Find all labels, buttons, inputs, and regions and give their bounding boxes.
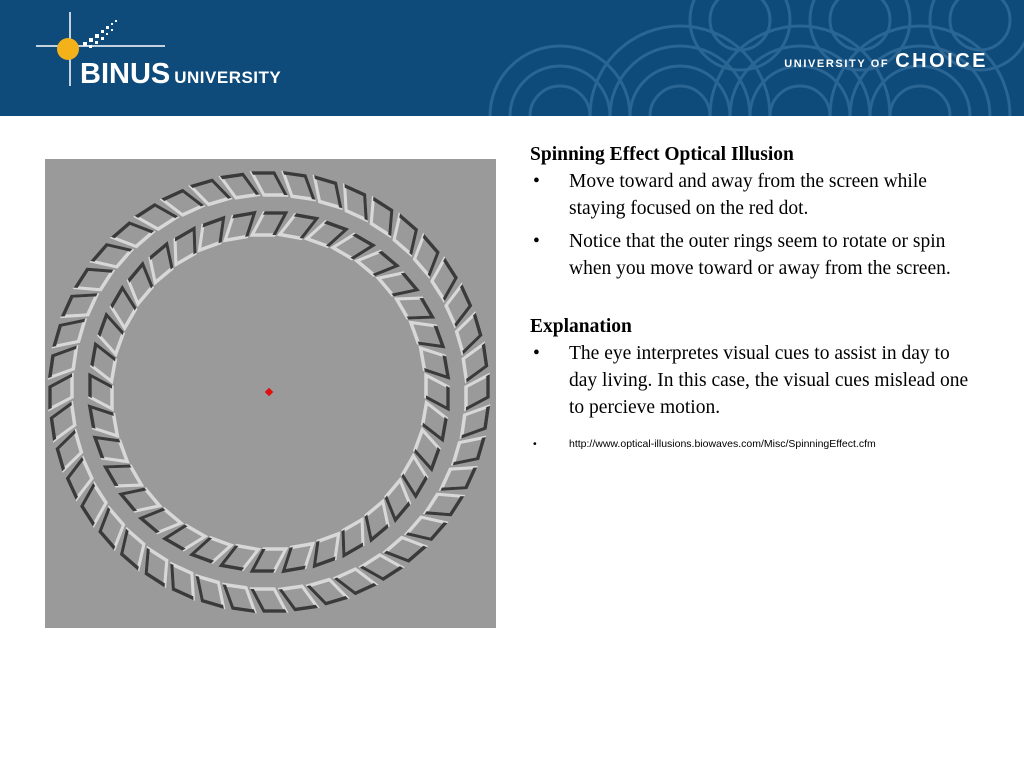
tagline-big: CHOICE [895, 50, 988, 72]
bullet-marker: • [533, 171, 540, 192]
spinning-illusion-image [45, 159, 496, 628]
section-title-explanation: Explanation [530, 316, 632, 337]
brand-name [80, 58, 281, 91]
bullet-marker: • [533, 438, 537, 450]
bullet-text: Move toward and away from the screen while staying focused on the red dot. [569, 171, 927, 219]
bullet-3 [530, 340, 970, 421]
source-link[interactable] [530, 437, 970, 451]
section-title-illusion: Spinning Effect Optical Illusion [530, 144, 794, 165]
slide-header [0, 0, 1024, 116]
brand-main: BINUS [80, 58, 171, 90]
tagline-small: UNIVERSITY OF [784, 58, 890, 70]
bullet-marker: • [533, 231, 540, 252]
source-url[interactable]: http://www.optical-illusions.biowaves.com/Misc/SpinningEffect.cfm [569, 438, 876, 450]
bullet-text: Notice that the outer rings seem to rotate or spin when you move toward or away from the screen. [569, 231, 951, 279]
bullet-marker: • [533, 343, 540, 364]
bullet-text: The eye interpretes visual cues to assist in day to day living. In this case, the visual cues mislead one to percieve motion. [569, 343, 969, 418]
brand-sub: UNIVERSITY [174, 68, 282, 87]
bullet-2 [530, 228, 970, 282]
slide-text [530, 141, 970, 451]
bullet-1 [530, 168, 970, 222]
university-tagline [784, 50, 988, 73]
